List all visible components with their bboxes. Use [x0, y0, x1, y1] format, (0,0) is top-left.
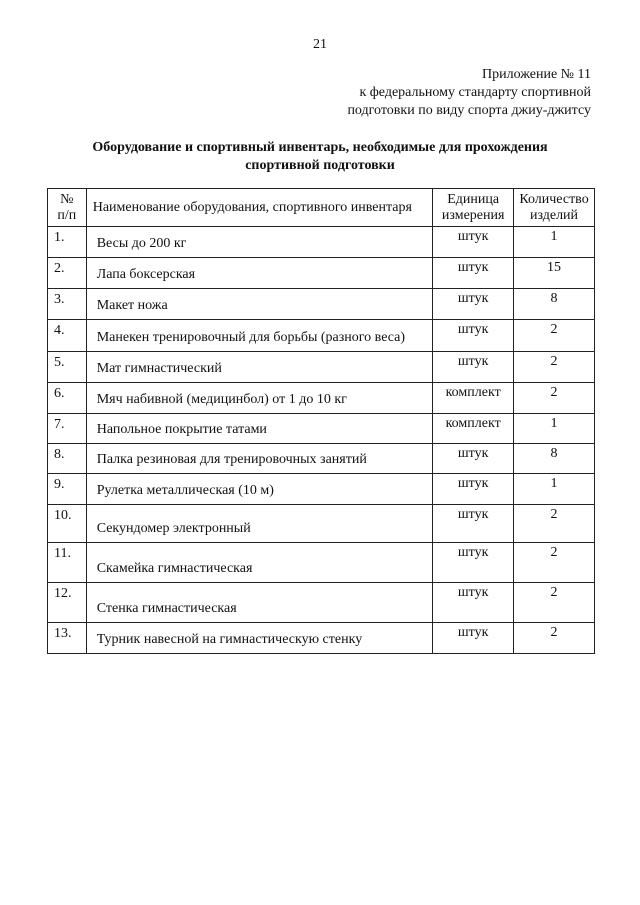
- table-row: [48, 227, 595, 258]
- table-row: [48, 289, 595, 320]
- header-number-line-1: №: [60, 191, 74, 207]
- row-quantity: 1: [514, 227, 595, 258]
- row-number: 12.: [48, 583, 87, 623]
- table-header-row: [48, 189, 595, 227]
- row-unit: штук: [433, 227, 514, 258]
- header-unit-line-2: измерения: [441, 207, 505, 223]
- table-row: [48, 543, 595, 583]
- title-line-2: спортивной подготовки: [245, 158, 395, 173]
- row-unit: комплект: [433, 383, 514, 414]
- header-name: Наименование оборудования, спортивного инвентаря: [86, 189, 433, 227]
- row-unit: штук: [433, 505, 514, 543]
- row-unit: штук: [433, 444, 514, 474]
- row-quantity: 2: [514, 383, 595, 414]
- table-row: [48, 444, 595, 474]
- row-quantity: 8: [514, 289, 595, 320]
- table-row: [48, 414, 595, 444]
- appendix-line-2: к федеральному стандарту спортивной: [359, 85, 591, 100]
- table-row: [48, 474, 595, 505]
- table-row: [48, 505, 595, 543]
- row-number: 1.: [48, 227, 87, 258]
- row-quantity: 8: [514, 444, 595, 474]
- row-quantity: 1: [514, 414, 595, 444]
- header-number-line-2: п/п: [57, 207, 77, 223]
- row-unit: штук: [433, 352, 514, 383]
- header-quantity: [514, 189, 595, 227]
- row-number: 7.: [48, 414, 87, 444]
- row-name: Скамейка гимнастическая: [86, 543, 433, 583]
- row-quantity: 1: [514, 474, 595, 505]
- row-quantity: 2: [514, 352, 595, 383]
- row-quantity: 2: [514, 505, 595, 543]
- row-quantity: 2: [514, 543, 595, 583]
- row-name: Секундомер электронный: [86, 505, 433, 543]
- row-name: Весы до 200 кг: [86, 227, 433, 258]
- row-unit: комплект: [433, 414, 514, 444]
- row-name: Рулетка металлическая (10 м): [86, 474, 433, 505]
- row-name: Мат гимнастический: [86, 352, 433, 383]
- header-quantity-line-1: Количество: [519, 191, 589, 207]
- row-number: 8.: [48, 444, 87, 474]
- row-number: 9.: [48, 474, 87, 505]
- row-name: Манекен тренировочный для борьбы (разного веса): [86, 320, 433, 352]
- row-unit: штук: [433, 258, 514, 289]
- table-row: [48, 583, 595, 623]
- header-unit: [433, 189, 514, 227]
- equipment-table: [47, 188, 595, 654]
- row-number: 2.: [48, 258, 87, 289]
- row-quantity: 2: [514, 583, 595, 623]
- row-name: Турник навесной на гимнастическую стенку: [86, 623, 433, 654]
- table-row: [48, 258, 595, 289]
- table-row: [48, 320, 595, 352]
- row-number: 11.: [48, 543, 87, 583]
- table-row: [48, 623, 595, 654]
- header-unit-line-1: Единица: [447, 191, 500, 207]
- row-number: 13.: [48, 623, 87, 654]
- row-name: Напольное покрытие татами: [86, 414, 433, 444]
- row-number: 3.: [48, 289, 87, 320]
- row-name: Лапа боксерская: [86, 258, 433, 289]
- row-quantity: 2: [514, 623, 595, 654]
- row-unit: штук: [433, 543, 514, 583]
- table-row: [48, 383, 595, 414]
- page-number: 21: [313, 37, 327, 52]
- row-name: Макет ножа: [86, 289, 433, 320]
- row-unit: штук: [433, 474, 514, 505]
- row-name: Мяч набивной (медицинбол) от 1 до 10 кг: [86, 383, 433, 414]
- row-unit: штук: [433, 623, 514, 654]
- row-number: 5.: [48, 352, 87, 383]
- header-number: [48, 189, 87, 227]
- row-number: 6.: [48, 383, 87, 414]
- appendix-line-3: подготовки по виду спорта джиу-джитсу: [347, 103, 591, 118]
- appendix-line-1: Приложение № 11: [482, 67, 591, 82]
- row-unit: штук: [433, 320, 514, 352]
- row-number: 10.: [48, 505, 87, 543]
- appendix-note: [347, 66, 591, 120]
- row-unit: штук: [433, 583, 514, 623]
- title-line-1: Оборудование и спортивный инвентарь, необходимые для прохождения: [92, 140, 548, 155]
- row-quantity: 15: [514, 258, 595, 289]
- document-title: [40, 139, 600, 175]
- row-unit: штук: [433, 289, 514, 320]
- row-quantity: 2: [514, 320, 595, 352]
- table-row: [48, 352, 595, 383]
- row-name: Стенка гимнастическая: [86, 583, 433, 623]
- row-number: 4.: [48, 320, 87, 352]
- header-quantity-line-2: изделий: [529, 207, 579, 223]
- table-body: [48, 227, 595, 654]
- row-name: Палка резиновая для тренировочных занятий: [86, 444, 433, 474]
